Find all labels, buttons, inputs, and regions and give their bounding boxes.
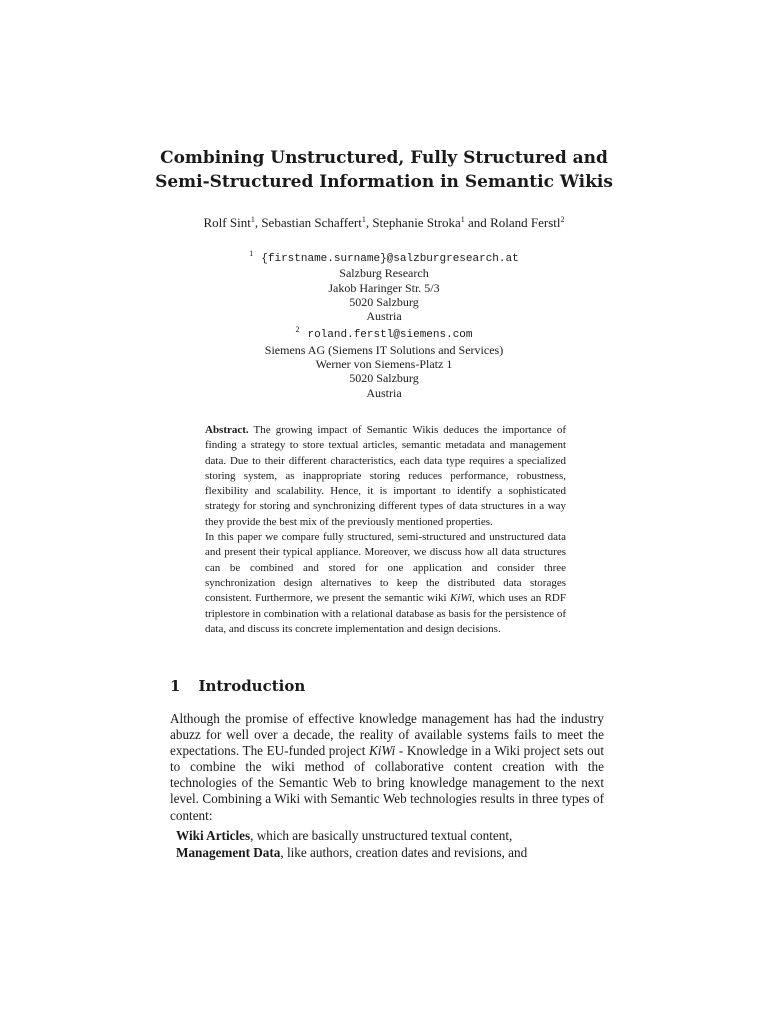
affiliation-line: Austria <box>366 309 402 324</box>
author-affiliation-mark: 1 <box>460 215 465 224</box>
affiliation-mark: 2 <box>295 325 300 335</box>
affiliation-email-line <box>0 247 768 266</box>
author-name: Rolf Sint <box>203 215 251 230</box>
intro-text: - Knowledge in a Wiki project sets out to combine the wiki method of collaborative content creation with the technologies of the Semantic Web to bring knowledge management to the next level. Combining a Wiki with Semantic Web technologies results in three types of content: <box>170 743 604 823</box>
author-separator: and <box>464 215 491 230</box>
abstract-text: , which uses an RDF triplestore in combination with a relational database as basis for the persistence of data, and discuss its concrete implementation and design decisions. <box>205 592 566 635</box>
section-title: Introduction <box>198 677 306 695</box>
abstract-paragraph <box>205 530 566 637</box>
content-type-list <box>176 827 527 861</box>
affiliation-line: Jakob Haringer Str. 5/3 <box>328 280 440 295</box>
title-line: Semi-Structured Information in Semantic Wikis <box>155 172 613 192</box>
abstract-text: The growing impact of Semantic Wikis deduces the importance of finding a strategy to store textual articles, semantic metadata and management data. Due to their different characteristics, each data type requires a specialized storing system, as inappropriate storing reduces performance, robustness, flexibility and scalability. Hence, it is important to identify a sophisticated strategy for storing and synchronizing different types of data structures in a way they provide the best mix of the previously mentioned properties. <box>205 424 566 528</box>
content-type-desc: , like authors, creation dates and revisions, and <box>280 845 528 860</box>
affiliation-mark: 1 <box>249 249 254 258</box>
paper-title <box>0 146 768 194</box>
kiwi-name: KiWi <box>368 743 396 759</box>
affiliation-line: Austria <box>366 385 402 400</box>
abstract <box>205 423 566 637</box>
affiliation-email: {firstname.surname}@salzburgresearch.at <box>261 253 519 265</box>
author-list <box>0 215 768 231</box>
affiliation-line: 5020 Salzburg <box>349 371 419 386</box>
author-affiliation-mark: 1 <box>250 215 255 224</box>
author-name: Stephanie Stroka <box>372 215 461 230</box>
author-affiliation-mark: 1 <box>361 215 366 224</box>
list-item <box>176 844 527 861</box>
author-affiliation-mark: 2 <box>560 215 565 224</box>
author-name: Sebastian Schaffert <box>261 215 362 230</box>
section-number: 1 <box>170 677 181 695</box>
intro-paragraph <box>170 711 604 824</box>
affiliation-email: roland.ferstl@siemens.com <box>307 329 473 342</box>
section-heading <box>170 677 305 695</box>
affiliations <box>0 247 768 400</box>
affiliation-line: Salzburg Research <box>339 266 429 281</box>
author-separator: , <box>365 215 373 230</box>
content-type-term: Management Data <box>176 845 281 860</box>
kiwi-name: KiWi <box>450 592 473 605</box>
content-type-term: Wiki Articles <box>176 828 251 843</box>
intro-text: Although the promise of effective knowledge management has had the industry abuzz for well over a decade, the reality of available systems fails to meet the expectations. The EU-funded project <box>170 711 604 759</box>
affiliation-email-line <box>0 323 768 342</box>
list-item <box>176 827 527 844</box>
author-separator: , <box>254 215 262 230</box>
content-type-desc: , which are basically unstructured textual content, <box>250 828 513 843</box>
affiliation-line: Siemens AG (Siemens IT Solutions and Services) <box>264 342 504 357</box>
abstract-paragraph <box>205 423 566 530</box>
author-name: Roland Ferstl <box>490 215 561 230</box>
affiliation-line: Werner von Siemens-Platz 1 <box>315 357 453 372</box>
title-line: Combining Unstructured, Fully Structured and <box>160 148 608 168</box>
abstract-label: Abstract. <box>205 424 249 436</box>
affiliation-line: 5020 Salzburg <box>349 294 419 309</box>
abstract-text: In this paper we compare fully structured, semi-structured and unstructured data and present their typical appliance. Moreover, we discuss how all data structures can be combined and stored for one application and consider three synchronization design alternatives to keep the distributed data storages consistent. Furthermore, we present the semantic wiki <box>205 531 566 605</box>
